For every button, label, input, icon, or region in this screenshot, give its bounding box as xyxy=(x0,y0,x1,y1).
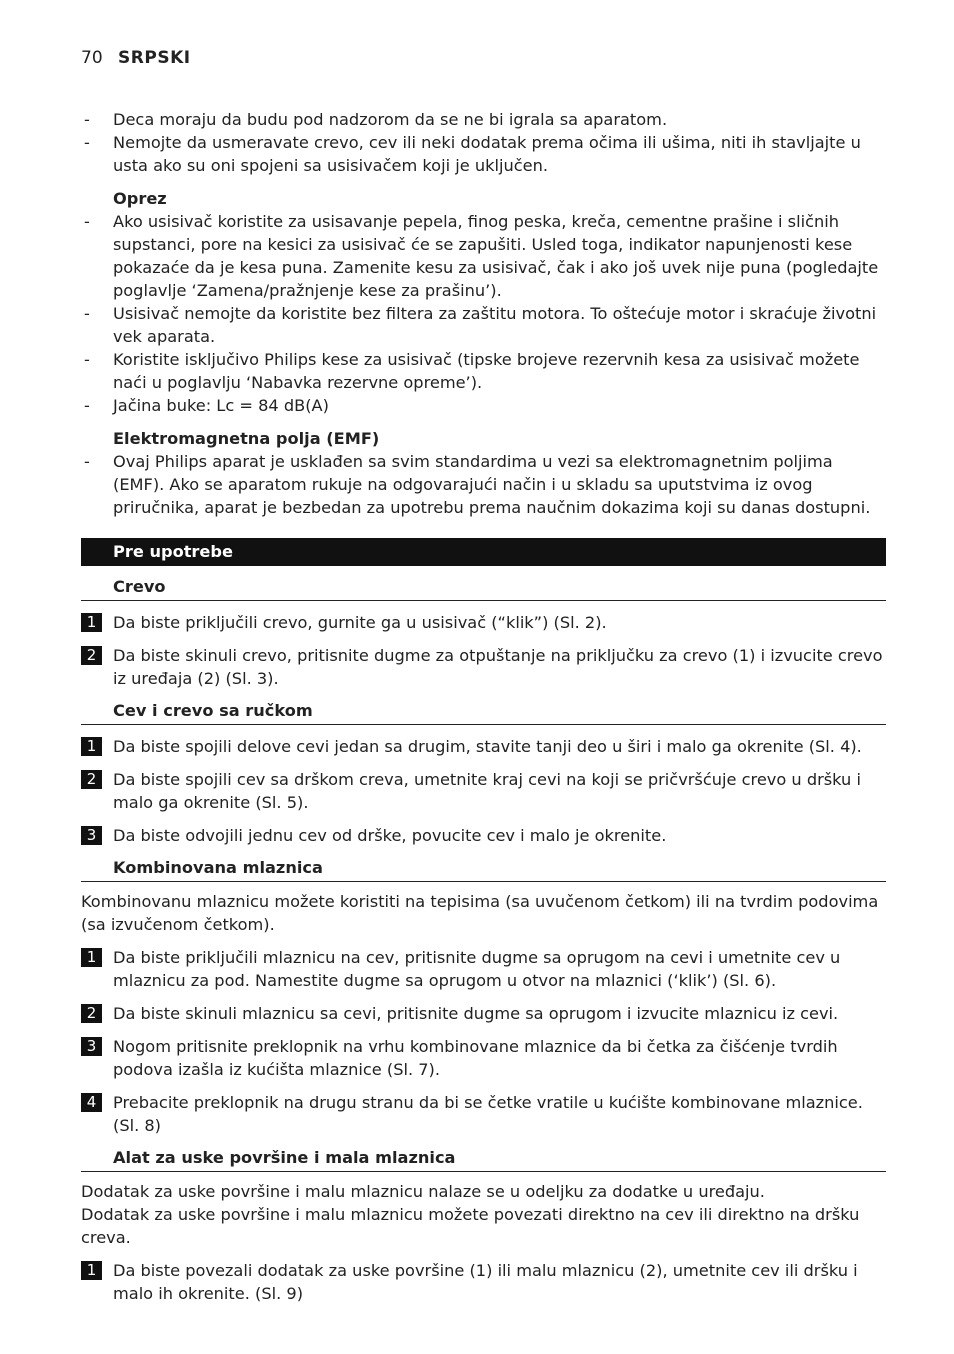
step-text: Nogom pritisnite preklopnik na vrhu kombinovane mlaznice da bi četka za čišćenje tvrdih podova izašla iz kućišta mlaznice (Sl. 7). xyxy=(113,1037,838,1079)
step-item xyxy=(81,946,886,992)
warning-item: - Deca moraju da budu pod nadzorom da se ne bi igrala sa aparatom. xyxy=(81,108,886,131)
step-item xyxy=(81,1002,886,1025)
step-item xyxy=(81,768,886,814)
section-title-bar: Pre upotrebe xyxy=(81,538,886,566)
caution-item: - Koristite isključivo Philips kese za usisivač (tipske brojeve rezervnih kesa za usisivač možete naći u poglavlju ‘Nabavka rezervne opreme’). xyxy=(81,348,886,394)
step-item xyxy=(81,1035,886,1081)
page-number: 70 xyxy=(81,48,103,68)
emf-heading: Elektromagnetna polja (EMF) xyxy=(113,429,380,448)
language-label: SRPSKI xyxy=(118,48,191,68)
step-text: Da biste odvojili jednu cev od drške, povucite cev i malo je okrenite. xyxy=(113,826,667,845)
step-number: 1 xyxy=(81,737,102,756)
step-number: 3 xyxy=(81,1037,102,1056)
hose-heading: Crevo xyxy=(81,575,886,601)
step-item xyxy=(81,735,886,758)
warning-item: - Nemojte da usmeravate crevo, cev ili neki dodatak prema očima ili ušima, niti ih stavljajte u usta ako su oni spojeni sa usisivačem koji je uključen. xyxy=(81,131,886,177)
step-number: 1 xyxy=(81,613,102,632)
nozzle-intro: Kombinovanu mlaznicu možete koristiti na tepisima (sa uvučenom četkom) ili na tvrdim podovima (sa izvučenom četkom). xyxy=(81,892,879,934)
crevice-intro-line: Dodatak za uske površine i malu mlaznicu možete povezati direktno na cev ili direktno na dršku creva. xyxy=(81,1205,860,1247)
crevice-heading: Alat za uske površine i mala mlaznica xyxy=(81,1146,886,1172)
step-number: 1 xyxy=(81,948,102,967)
step-number: 1 xyxy=(81,1261,102,1280)
caution-item: - Jačina buke: Lc = 84 dB(A) xyxy=(81,394,886,417)
emf-item: - Ovaj Philips aparat je usklađen sa svim standardima u vezi sa elektromagnetnim poljima (EMF). Ako se aparatom rukuje na odgovarajući način i u skladu sa uputstvima iz ovog priručnika, aparat je bezbedan za upotrebu prema naučnim dokazima koji su danas dostupni. xyxy=(81,450,886,519)
step-item xyxy=(81,611,886,634)
step-item xyxy=(81,1091,886,1137)
step-number: 2 xyxy=(81,1004,102,1023)
step-text: Prebacite preklopnik na drugu stranu da bi se četke vratile u kućište kombinovane mlaznice. (Sl. 8) xyxy=(113,1093,863,1135)
crevice-intro xyxy=(81,1180,886,1249)
step-text: Da biste povezali dodatak za uske površine (1) ili malu mlaznicu (2), umetnite cev ili dršku i malo ih okrenite. (Sl. 9) xyxy=(113,1261,858,1303)
tube-heading: Cev i crevo sa ručkom xyxy=(81,699,886,725)
step-text: Da biste spojili delove cevi jedan sa drugim, stavite tanji deo u širi i malo ga okrenite (Sl. 4). xyxy=(113,737,862,756)
step-text: Da biste spojili cev sa drškom creva, umetnite kraj cevi na koji se pričvršćuje crevo u dršku i malo ga okrenite (Sl. 5). xyxy=(113,770,861,812)
caution-item: - Ako usisivač koristite za usisavanje pepela, finog peska, kreča, cementne prašine i sličnih supstanci, pore na kesici za usisivač će se zapušiti. Usled toga, indikator napunjenosti kese pokazaće da je kesa puna. Zamenite kesu za usisivač, čak i ako još uvek nije puna (pogledajte poglavlje ‘Zamena/pražnjenje kese za prašinu’). xyxy=(81,210,886,302)
step-item xyxy=(81,1259,886,1305)
step-text: Da biste priključili crevo, gurnite ga u usisivač (“klik”) (Sl. 2). xyxy=(113,613,607,632)
step-item xyxy=(81,644,886,690)
nozzle-heading: Kombinovana mlaznica xyxy=(81,856,886,882)
page-header xyxy=(81,48,191,68)
crevice-intro-line: Dodatak za uske površine i malu mlaznicu nalaze se u odeljku za dodatke u uređaju. xyxy=(81,1182,765,1201)
step-number: 4 xyxy=(81,1093,102,1112)
step-text: Da biste skinuli mlaznicu sa cevi, pritisnite dugme sa oprugom i izvucite mlaznicu iz cevi. xyxy=(113,1004,839,1023)
caution-heading: Oprez xyxy=(113,189,167,208)
step-text: Da biste skinuli crevo, pritisnite dugme za otpuštanje na priključku za crevo (1) i izvucite crevo iz uređaja (2) (Sl. 3). xyxy=(113,646,883,688)
step-number: 2 xyxy=(81,646,102,665)
step-text: Da biste priključili mlaznicu na cev, pritisnite dugme sa oprugom na cevi i umetnite cev u mlaznicu za pod. Namestite dugme sa oprugom u otvor na mlaznici (‘klik’) (Sl. 6). xyxy=(113,948,841,990)
step-number: 2 xyxy=(81,770,102,789)
caution-item: - Usisivač nemojte da koristite bez filtera za zaštitu motora. To oštećuje motor i skraćuje životni vek aparata. xyxy=(81,302,886,348)
step-item xyxy=(81,824,886,847)
step-number: 3 xyxy=(81,826,102,845)
page-content xyxy=(81,108,886,1305)
